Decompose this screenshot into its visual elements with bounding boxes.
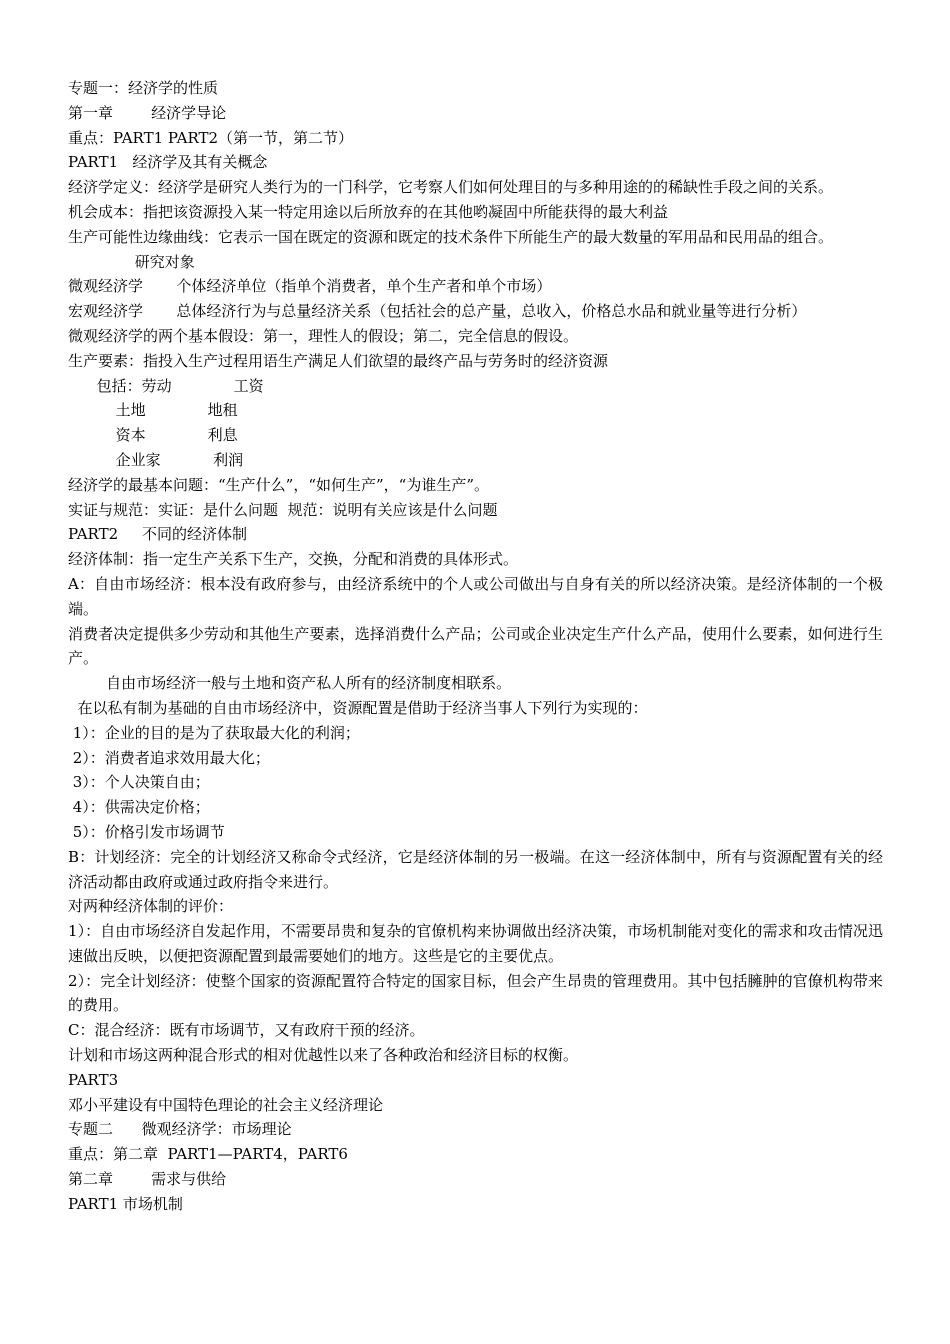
part1-heading: PART1 经济学及其有关概念 [68, 153, 268, 172]
resource-allocation-intro: 在以私有制为基础的自由市场经济中，资源配置是借助于经济当事人下列行为实现的： [68, 698, 648, 717]
list-item: 2）：消费者追求效用最大化； [68, 748, 270, 767]
macroeconomics-line: 宏观经济学 总体经济行为与总量经济关系（包括社会的总产量，总收入，价格总水品和就业量等进行分析） [68, 302, 807, 321]
list-item: 5）：价格引发市场调节 [68, 822, 225, 841]
market-mechanism-heading: PART1 市场机制 [68, 1194, 183, 1213]
evaluation-heading: 对两种经济体制的评价： [68, 897, 234, 916]
list-item: 3）：个人决策自由； [68, 773, 210, 792]
economics-definition: 经济学定义：经济学是研究人类行为的一门科学，它考察人们如何处理目的与多种用途的的稀缺性手段之间的关系。 [68, 178, 834, 197]
topic-two-title: 专题二 微观经济学：市场理论 [68, 1120, 292, 1139]
factor-capital-line: 资本 利息 [68, 426, 238, 445]
list-item: 1）：企业的目的是为了获取最大化的利润； [68, 723, 360, 742]
micro-assumptions-line: 微观经济学的两个基本假设：第一，理性人的假设；第二，完全信息的假设。 [68, 326, 579, 345]
factor-entrepreneur-line: 企业家 利润 [68, 450, 244, 469]
consumer-decision-paragraph: 消费者决定提供多少劳动和其他生产要素，选择消费什么产品；公司或企业决定生产什么产品，使用什么要素，如何进行生产。 [68, 624, 883, 668]
topic-one-title: 专题一：经济学的性质 [68, 79, 219, 97]
free-market-paragraph: A：自由市场经济：根本没有政府参与，由经济系统中的个人或公司做出与自身有关的所以经济决策。是经济体制的一个极端。 [68, 574, 883, 618]
positive-normative-line: 实证与规范：实证：是什么问题 规范：说明有关应该是什么问题 [68, 500, 498, 519]
part3-heading: PART3 [68, 1070, 119, 1089]
private-ownership-line: 自由市场经济一般与土地和资产私人所有的经济制度相联系。 [68, 674, 512, 693]
mixed-economy-line: C：混合经济：既有市场调节，又有政府干预的经济。 [68, 1021, 425, 1040]
factor-labor-line: 包括：劳动 工资 [68, 376, 264, 395]
opportunity-cost-definition: 机会成本：指把该资源投入某一特定用途以后所放弃的在其他哟凝固中所能获得的最大利益 [68, 202, 669, 221]
economic-system-definition: 经济体制：指一定生产关系下生产，交换，分配和消费的具体形式。 [68, 550, 519, 569]
tradeoff-line: 计划和市场这两种混合形式的相对优越性以来了各种政治和经济目标的权衡。 [68, 1046, 579, 1065]
evaluation-item-2: 2）：完全计划经济：使整个国家的资源配置符合特定的国家目标，但会产生昂贵的管理费用。其中包括臃肿的官僚机构带来的费用。 [68, 971, 883, 1015]
list-item: 4）：供需决定价格； [68, 798, 210, 817]
factors-of-production-line: 生产要素：指投入生产过程用语生产满足人们欲望的最终产品与劳务时的经济资源 [68, 351, 609, 370]
key-points-line: 重点：PART1 PART2（第一节，第二节） [68, 128, 354, 147]
part2-heading: PART2 不同的经济体制 [68, 525, 247, 544]
deng-theory-line: 邓小平建设有中国特色理论的社会主义经济理论 [68, 1095, 384, 1114]
topic-two-key-points: 重点：第二章 PART1—PART4，PART6 [68, 1145, 348, 1164]
document-page [68, 76, 883, 1217]
planned-economy-paragraph: B：计划经济：完全的计划经济又称命令式经济，它是经济体制的另一极端。在这一经济体制中，所有与资源配置有关的经济活动都由政府或通过政府指令来进行。 [68, 847, 883, 891]
chapter-one-title: 第一章 经济学导论 [68, 103, 227, 122]
evaluation-item-1: 1）：自由市场经济自发起作用，不需要昂贵和复杂的官僚机构来协调做出经济决策，市场机制能对变化的需求和攻击情况迅速做出反映，以便把资源配置到最需要她们的地方。这些是它的主要优点。 [68, 922, 883, 965]
basic-questions-line: 经济学的最基本问题：“生产什么”，“如何生产”，“为谁生产”。 [68, 475, 490, 494]
research-object-label: 研究对象 [68, 252, 195, 271]
microeconomics-line: 微观经济学 个体经济单位（指单个消费者，单个生产者和单个市场） [68, 277, 552, 296]
factor-land-line: 土地 地租 [68, 401, 238, 420]
chapter-two-title: 第二章 需求与供给 [68, 1170, 227, 1189]
ppf-definition: 生产可能性边缘曲线：它表示一国在既定的资源和既定的技术条件下所能生产的最大数量的军用品和民用品的组合。 [68, 227, 834, 246]
